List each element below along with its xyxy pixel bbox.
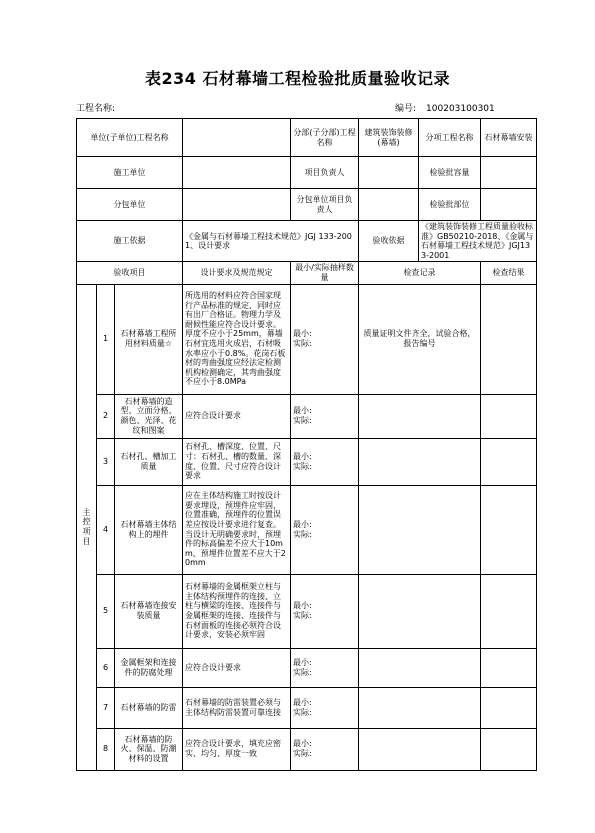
row-record[interactable]: 质量证明文件齐全，试验合格，报告编号 [359,284,481,394]
row-result[interactable] [481,394,537,438]
row-number: 1 [97,284,115,394]
actual-label: 实际: [293,529,312,539]
row-item: 金属框架和连接件的防腐处理 [115,648,183,687]
min-label: 最小: [293,519,312,529]
actual-label: 实际: [293,611,312,621]
table-row [77,687,537,728]
row-item: 石材幕墙的防雷 [115,687,183,728]
row-sampling[interactable] [291,485,359,574]
min-label: 最小: [293,657,312,667]
construction-unit-value-cell[interactable] [183,157,291,189]
sub-dept-label: 分部(子分部)工程名称 [291,119,359,157]
row-item: 石材幕墙的防火、保温、防潮材料的设置 [115,728,183,770]
sub-project-manager-label: 分包单位项目负责人 [291,189,359,221]
basis-label: 施工依据 [77,221,183,262]
serial-number [395,101,505,114]
row-number: 6 [97,648,115,687]
acceptance-form-table [76,118,537,771]
header-row-basis [77,221,537,262]
subcontractor-label: 分包单位 [77,189,183,221]
row-sampling[interactable] [291,687,359,728]
row-requirement: 应符合设计要求 [183,394,291,438]
row-result[interactable] [481,574,537,648]
row-item: 石材幕墙连接安装质量 [115,574,183,648]
project-manager-label: 项目负责人 [291,157,359,189]
actual-label: 实际: [293,707,312,717]
row-number: 7 [97,687,115,728]
row-record[interactable] [359,648,481,687]
actual-label: 实际: [293,749,312,759]
row-requirement: 应符合设计要求，填充应密实、均匀、厚度一致 [183,728,291,770]
min-label: 最小: [293,739,312,749]
table-row [77,574,537,648]
actual-label: 实际: [293,339,312,349]
col-requirements: 设计要求及规范规定 [183,262,291,284]
row-requirement: 石材孔、槽深度、位置、尺寸：石材孔、槽的数量、深度、位置、尺寸应符合设计要求 [183,438,291,485]
col-items: 验收项目 [77,262,183,284]
batch-capacity-label: 检验批容量 [419,157,481,189]
serial-value: 100203100301 [426,104,495,114]
row-requirement: 石材幕墙的防雷装置必须与主体结构防雷装置可靠连接 [183,687,291,728]
row-result[interactable] [481,485,537,574]
min-label: 最小: [293,697,312,707]
row-item: 石材孔、槽加工质量 [115,438,183,485]
row-record[interactable] [359,687,481,728]
category-label: 主 控 项 目 [82,507,91,546]
batch-location-label: 检验批部位 [419,189,481,221]
col-result: 检查结果 [481,262,537,284]
row-item: 石材幕墙工程所用材料质量☆ [115,284,183,394]
unit-label: 单位(子单位)工程名称 [77,119,183,157]
table-row [77,728,537,770]
row-requirement: 石材幕墙的金属框架立柱与主体结构预埋件的连接、立柱与横梁的连接、连接件与金属框架的连接、连接件与石材面板的连接必须符合设计要求，安装必须牢固 [183,574,291,648]
actual-label: 实际: [293,416,312,426]
row-result[interactable] [481,284,537,394]
sub-dept-value: 建筑装饰装修(幕墙) [359,119,419,157]
table-row [77,485,537,574]
table-row [77,394,537,438]
row-result[interactable] [481,687,537,728]
row-requirement: 应符合设计要求 [183,648,291,687]
header-row-subcontractor [77,189,537,221]
row-requirement: 所选用的材料应符合国家现行产品标准的规定，同时应有出厂合格证。物理力学及耐候性能应符合设计要求。厚度不应小于25mm，幕墙石材宜选用火成岩，石材吸水率应小于0.8%。花岗石板材的弯曲强度应经法定检测机构检测确定，其弯曲强度不应小于8.0MPa [183,284,291,394]
table-row [77,438,537,485]
column-header-row [77,262,537,284]
item-project-label: 分项工程名称 [419,119,481,157]
sub-project-manager-value-cell[interactable] [359,189,419,221]
project-manager-value-cell[interactable] [359,157,419,189]
row-requirement: 应在主体结构施工时按设计要求埋设，预埋件应牢固，位置准确，预埋件的位置误差应按设计要求进行复查。当设计无明确要求时，预埋件的标高偏差不应大于10mm，预埋件位置差不应大于20mm [183,485,291,574]
row-record[interactable] [359,728,481,770]
min-label: 最小: [293,601,312,611]
row-item: 石材幕墙的造型、立面分格、颜色、光泽、花纹和图案 [115,394,183,438]
row-number: 4 [97,485,115,574]
row-number: 2 [97,394,115,438]
page-title: 表234 石材幕墙工程检验批质量验收记录 [145,69,450,88]
header-row-unit [77,119,537,157]
row-record[interactable] [359,485,481,574]
subcontractor-value-cell[interactable] [183,189,291,221]
row-result[interactable] [481,648,537,687]
row-result[interactable] [481,438,537,485]
min-label: 最小: [293,451,312,461]
row-record[interactable] [359,438,481,485]
batch-capacity-value-cell[interactable] [481,157,537,189]
row-sampling[interactable] [291,648,359,687]
basis-value: 《金属与石材幕墙工程技术规范》JGJ 133-2001、设计要求 [183,221,359,262]
batch-location-value-cell[interactable] [481,189,537,221]
construction-unit-label: 施工单位 [77,157,183,189]
row-sampling[interactable] [291,284,359,394]
category-label-cell [77,284,97,770]
min-label: 最小: [293,329,312,339]
serial-label: 编号: [395,104,417,114]
acceptance-basis-label: 验收依据 [359,221,419,262]
col-record: 检查记录 [359,262,481,284]
row-sampling[interactable] [291,574,359,648]
table-row [77,648,537,687]
row-number: 8 [97,728,115,770]
row-number: 3 [97,438,115,485]
row-record[interactable] [359,574,481,648]
item-project-value: 石材幕墙安装 [481,119,537,157]
actual-label: 实际: [293,667,312,677]
row-sampling[interactable] [291,438,359,485]
table-row [77,284,537,394]
unit-value-cell[interactable] [183,119,291,157]
row-sampling[interactable] [291,728,359,770]
row-result[interactable] [481,728,537,770]
project-name-label: 工程名称: [76,104,116,114]
row-record[interactable] [359,394,481,438]
row-number: 5 [97,574,115,648]
actual-label: 实际: [293,461,312,471]
row-item: 石材幕墙主体结构上的埋件 [115,485,183,574]
col-sampling: 最小/实际抽样数量 [291,262,359,284]
acceptance-basis-value: 《建筑装饰装修工程质量验收标准》GB50210-2018、《金属与石材幕墙工程技术规范》JGJ133-2001 [419,221,537,262]
header-row-construction [77,157,537,189]
min-label: 最小: [293,406,312,416]
row-sampling[interactable] [291,394,359,438]
